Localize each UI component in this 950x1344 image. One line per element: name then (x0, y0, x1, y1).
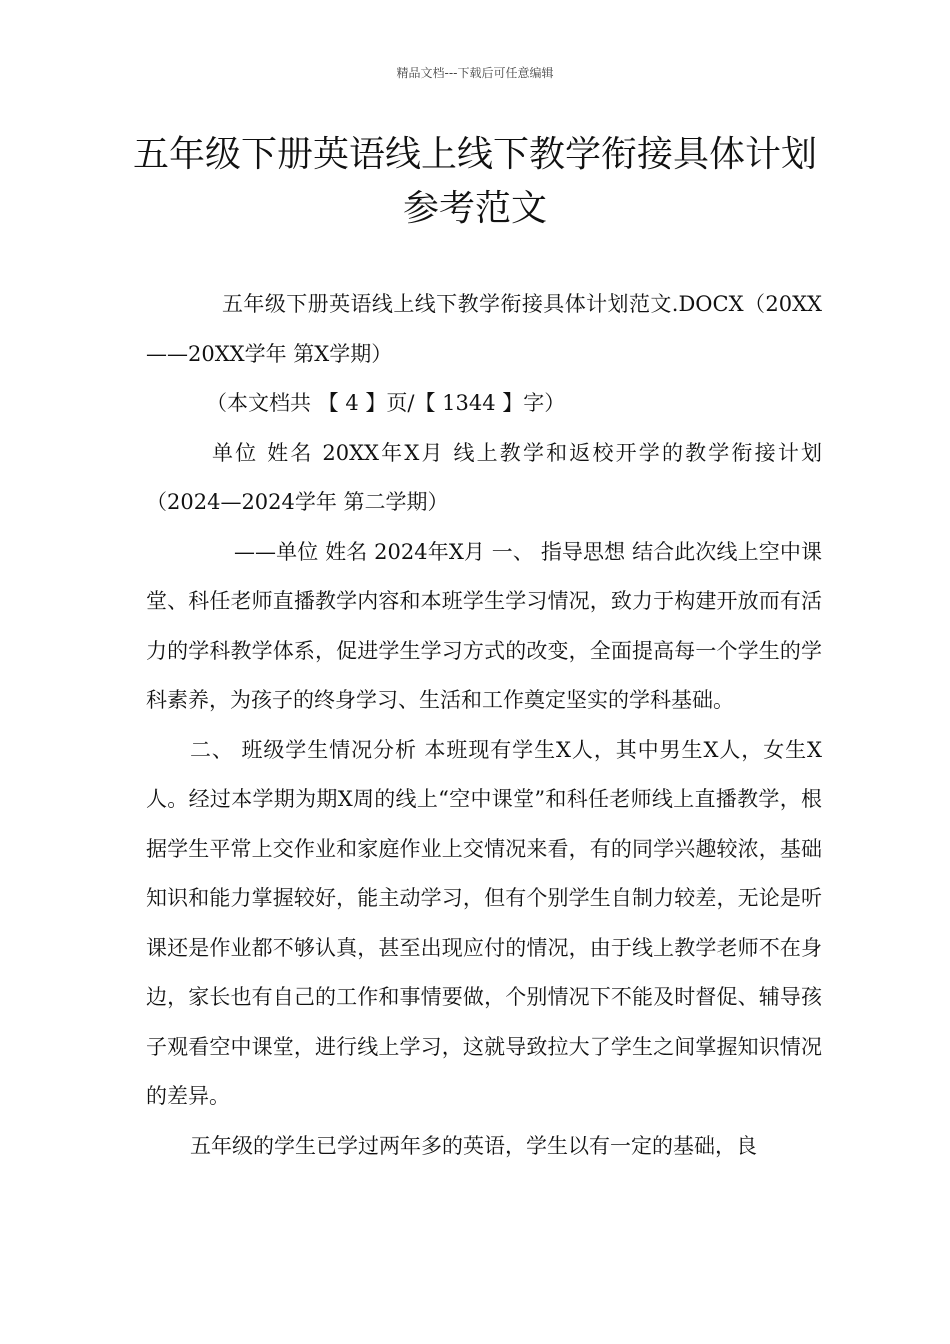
header-note: 精品文档---下载后可任意编辑 (396, 66, 554, 80)
paragraph-page-count: （本文档共 【 4 】页/【 1344 】字） (206, 391, 566, 415)
paragraph-unit-name: 单位 姓名 20XX年X月 线上教学和返校开学的教学衔接计划 （2024—2024学年 第二学期） (146, 440, 822, 514)
document-body (146, 280, 822, 1171)
paragraph-class-analysis: 二、 班级学生情况分析 本班现有学生X人，其中男生X人，女生X人。经过本学期为期X周的线上“空中课堂”和科任老师线上直播教学，根据学生平常上交作业和家庭作业上交情况来看，有的同学兴趣较浓，基础知识和能力掌握较好，能主动学习，但有个别学生自制力较差，无论是听课还是作业都不够认真，甚至出现应付的情况，由于线上教学老师不在身边，家长也有自己的工作和事情要做，个别情况下不能及时督促、辅导孩子观看空中课堂，进行线上学习，这就导致拉大了学生之间掌握知识情况的差异。 (146, 737, 822, 1108)
document-title: 五年级下册英语线上线下教学衔接具体计划参考范文 (132, 134, 817, 229)
paragraph-filename: 五年级下册英语线上线下教学衔接具体计划范文.DOCX（20XX——20XX学年 第X学期） (146, 292, 822, 366)
paragraph-guiding-thought: ——单位 姓名 2024年X月 一、 指导思想 结合此次线上空中课堂、科任老师直播教学内容和本班学生学习情况，致力于构建开放而有活力的学科教学体系，促进学生学习方式的改变，全面提高每一个学生的学科素养，为孩子的终身学习、生活和工作奠定坚实的学科基础。 (146, 539, 822, 712)
paragraph-grade-five: 五年级的学生已学过两年多的英语，学生以有一定的基础，良 (190, 1133, 757, 1158)
